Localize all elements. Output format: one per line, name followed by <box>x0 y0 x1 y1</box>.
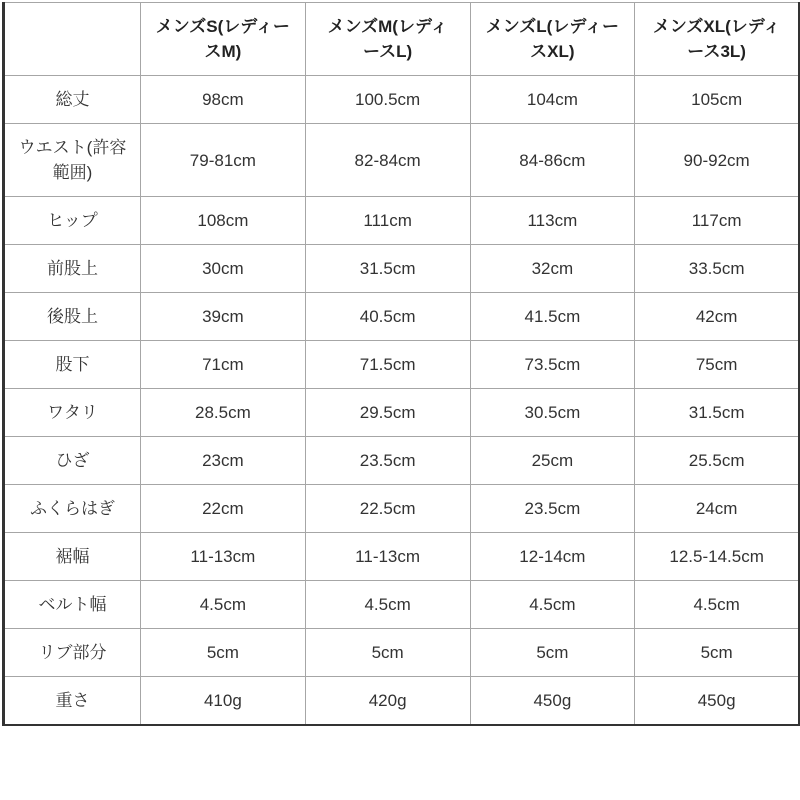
row-label: ウエスト(許容範囲) <box>4 124 141 197</box>
table-cell: 41.5cm <box>470 293 635 341</box>
table-row <box>4 533 800 581</box>
table-cell: 29.5cm <box>305 389 470 437</box>
table-cell: 111cm <box>305 197 470 245</box>
table-row <box>4 677 800 726</box>
table-cell: 98cm <box>141 76 306 124</box>
table-cell: 31.5cm <box>635 389 800 437</box>
table-cell: 23.5cm <box>305 437 470 485</box>
row-label: ベルト幅 <box>4 581 141 629</box>
table-cell: 23cm <box>141 437 306 485</box>
table-cell: 4.5cm <box>635 581 800 629</box>
table-row <box>4 389 800 437</box>
table-cell: 71cm <box>141 341 306 389</box>
table-cell: 5cm <box>470 629 635 677</box>
table-header <box>4 3 800 76</box>
corner-cell <box>4 3 141 76</box>
table-cell: 32cm <box>470 245 635 293</box>
table-cell: 12.5-14.5cm <box>635 533 800 581</box>
table-cell: 25.5cm <box>635 437 800 485</box>
table-row <box>4 76 800 124</box>
table-cell: 25cm <box>470 437 635 485</box>
table-cell: 23.5cm <box>470 485 635 533</box>
table-cell: 90-92cm <box>635 124 800 197</box>
column-header: メンズM(レディースL) <box>305 3 470 76</box>
table-row <box>4 245 800 293</box>
table-cell: 11-13cm <box>305 533 470 581</box>
row-label: 後股上 <box>4 293 141 341</box>
table-cell: 450g <box>635 677 800 726</box>
table-cell: 12-14cm <box>470 533 635 581</box>
table-row <box>4 341 800 389</box>
row-label: ひざ <box>4 437 141 485</box>
table-cell: 75cm <box>635 341 800 389</box>
table-cell: 28.5cm <box>141 389 306 437</box>
table-cell: 105cm <box>635 76 800 124</box>
table-cell: 4.5cm <box>141 581 306 629</box>
column-header: メンズL(レディースXL) <box>470 3 635 76</box>
row-label: 前股上 <box>4 245 141 293</box>
size-chart-table <box>2 2 800 726</box>
row-label: 股下 <box>4 341 141 389</box>
table-body <box>4 76 800 726</box>
table-cell: 4.5cm <box>305 581 470 629</box>
row-label: ヒップ <box>4 197 141 245</box>
table-cell: 31.5cm <box>305 245 470 293</box>
table-cell: 450g <box>470 677 635 726</box>
table-cell: 5cm <box>141 629 306 677</box>
row-label: 裾幅 <box>4 533 141 581</box>
table-cell: 22cm <box>141 485 306 533</box>
table-row <box>4 437 800 485</box>
table-row <box>4 124 800 197</box>
table-cell: 113cm <box>470 197 635 245</box>
row-label: リブ部分 <box>4 629 141 677</box>
table-cell: 39cm <box>141 293 306 341</box>
table-cell: 22.5cm <box>305 485 470 533</box>
table-cell: 108cm <box>141 197 306 245</box>
table-cell: 30.5cm <box>470 389 635 437</box>
table-cell: 84-86cm <box>470 124 635 197</box>
table-cell: 73.5cm <box>470 341 635 389</box>
table-row <box>4 581 800 629</box>
row-label: ふくらはぎ <box>4 485 141 533</box>
table-row <box>4 293 800 341</box>
table-cell: 410g <box>141 677 306 726</box>
column-header: メンズS(レディースM) <box>141 3 306 76</box>
table-cell: 5cm <box>305 629 470 677</box>
table-cell: 79-81cm <box>141 124 306 197</box>
row-label: 総丈 <box>4 76 141 124</box>
table-row <box>4 485 800 533</box>
table-cell: 24cm <box>635 485 800 533</box>
row-label: 重さ <box>4 677 141 726</box>
table-cell: 117cm <box>635 197 800 245</box>
table-cell: 82-84cm <box>305 124 470 197</box>
table-cell: 4.5cm <box>470 581 635 629</box>
table-cell: 11-13cm <box>141 533 306 581</box>
table-row <box>4 197 800 245</box>
table-row <box>4 629 800 677</box>
table-cell: 30cm <box>141 245 306 293</box>
table-cell: 33.5cm <box>635 245 800 293</box>
column-header: メンズXL(レディース3L) <box>635 3 800 76</box>
header-row <box>4 3 800 76</box>
table-cell: 42cm <box>635 293 800 341</box>
row-label: ワタリ <box>4 389 141 437</box>
table-cell: 420g <box>305 677 470 726</box>
table-cell: 100.5cm <box>305 76 470 124</box>
table-cell: 5cm <box>635 629 800 677</box>
table-cell: 104cm <box>470 76 635 124</box>
table-cell: 71.5cm <box>305 341 470 389</box>
table-cell: 40.5cm <box>305 293 470 341</box>
